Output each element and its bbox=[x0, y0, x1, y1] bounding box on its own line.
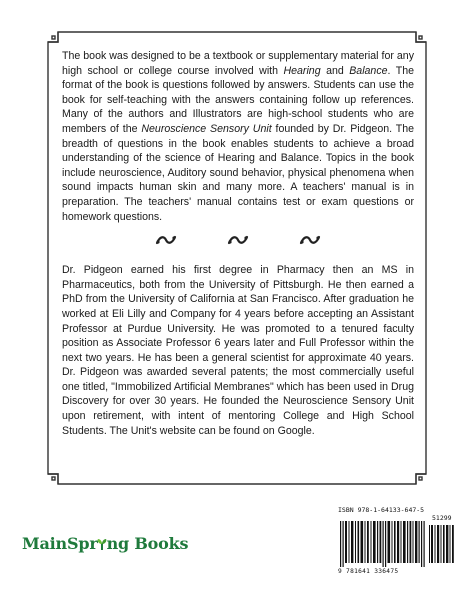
description-content bbox=[62, 49, 414, 438]
flourish-icon bbox=[299, 234, 321, 246]
author-bio: Dr. Pidgeon earned his first degree in Pharmacy then an MS in Pharmaceutics, both from the University of Pittsburgh. He then earned a PhD from the University of California at San Francisco. After graduation he worked at Eli Lilly and Company for 4 years before accepting an Assistant Professor at Purdue University. He was promoted to a tenured faculty position as Associate Professor 6 years later and Full Professor within the next two years. He has been a general scientist for approximate 40 years. Dr. Pidgeon was awarded several patents; the most commercially useful one titled, "Immobilized Artificial Membranes" which has been used in Drug Discovery for over 30 years. He founded the Neuroscience Sensory Unit upon retirement, with intent of mentoring College and High School Students. The Unit's website can be found on Google. bbox=[62, 264, 414, 437]
flourish-icon bbox=[155, 234, 177, 246]
publisher-logo: MainSpr ng Books bbox=[22, 534, 189, 553]
sprout-icon bbox=[97, 538, 107, 550]
ornament-divider bbox=[62, 234, 414, 250]
flourish-icon bbox=[227, 234, 249, 246]
barcode-bars bbox=[336, 521, 456, 567]
isbn-label: ISBN 978-1-64133-647-5 bbox=[338, 506, 425, 514]
text-frame bbox=[44, 28, 430, 488]
barcode-digits: 9 781641 336475 bbox=[338, 568, 399, 575]
isbn-barcode bbox=[336, 506, 456, 578]
book-description: The book was designed to be a textbook or supplementary material for any high school or college course involved with Hearing and Balance. The format of the book is questions followed by answers. Students can use the book for self-teaching with the answers containing follow up references. Many of the authors and Illustrators are high-school students who are members of the Neuroscience Sensory Unit founded by Dr. Pidgeon. The breadth of questions in the book enables students to achieve a broad understanding of the science of Hearing and Balance. Topics in the book include neuroscience, Auditory sound behavior, physical phenomena when sound impacts human skin and many more. A teachers' manual is in preparation. The teachers' manual contains test or exam questions or homework questions. bbox=[62, 50, 415, 223]
price-code: 51299 bbox=[432, 514, 452, 522]
